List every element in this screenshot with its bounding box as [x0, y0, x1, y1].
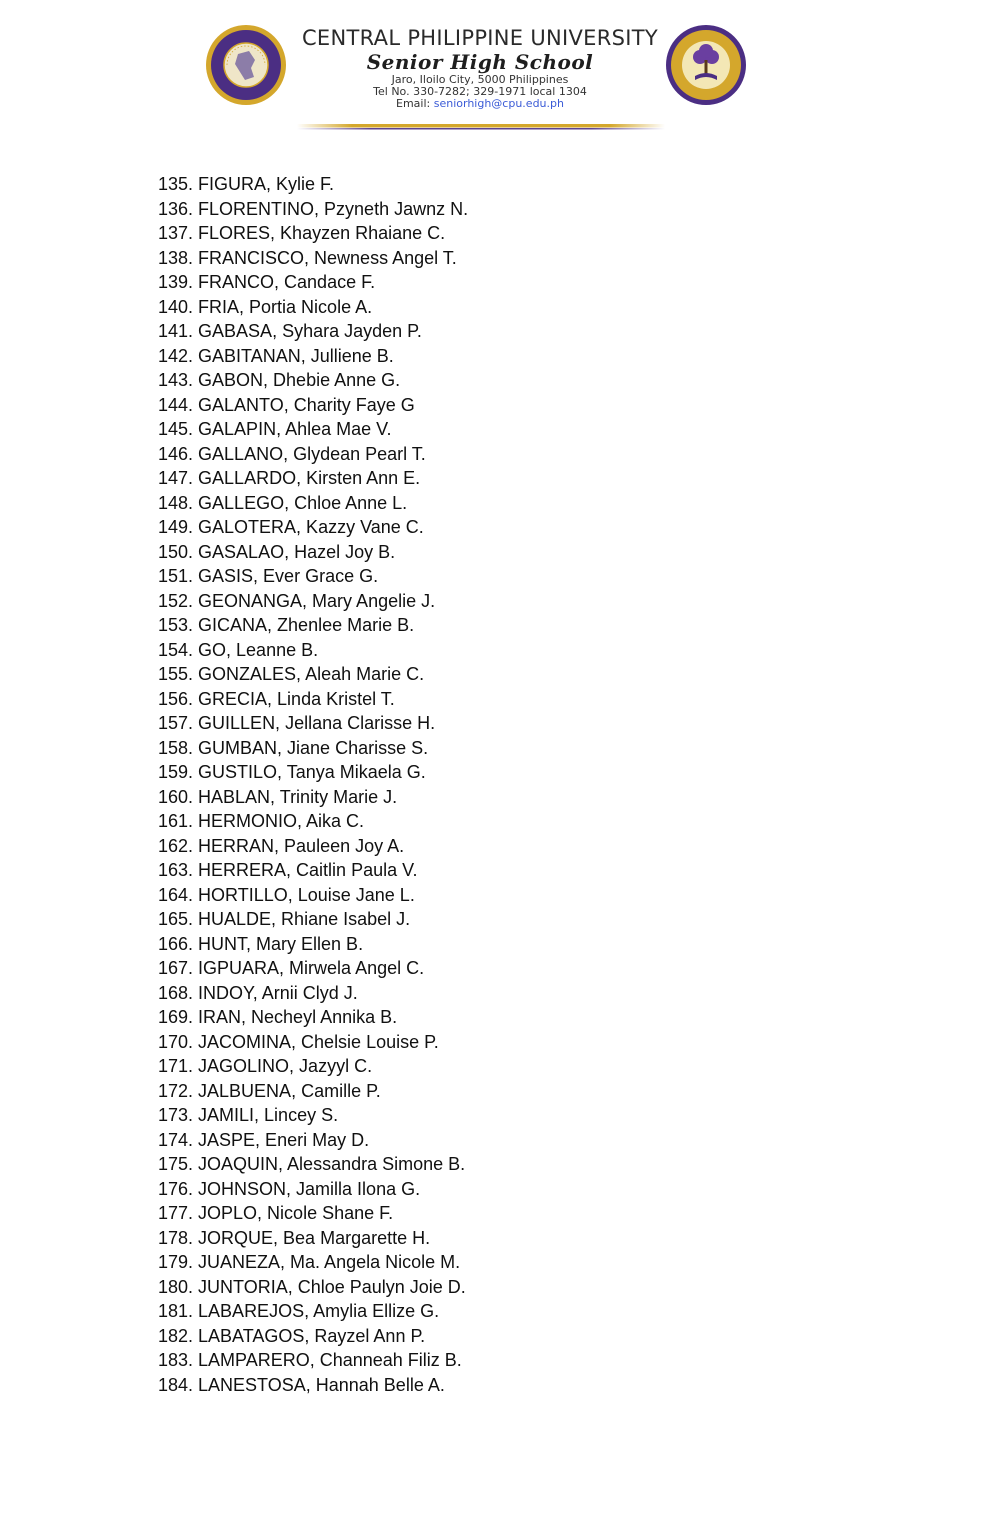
list-item: 183. LAMPARERO, Channeah Filiz B. [158, 1350, 462, 1370]
list-item: 161. HERMONIO, Aika C. [158, 811, 365, 831]
list-item: 142. GABITANAN, Julliene B. [158, 345, 394, 366]
list-item: 148. GALLEGO, Chloe Anne L. [158, 492, 408, 513]
list-item: 139. FRANCO, Candace F. [158, 272, 376, 292]
email-label: Email: [396, 97, 431, 110]
list-item: 168. INDOY, Arnii Clyd J. [158, 982, 358, 1003]
list-item: 160. HABLAN, Trinity Marie J. [158, 786, 398, 807]
list-item: 153. GICANA, Zhenlee Marie B. [158, 615, 415, 635]
list-item: 182. LABATAGOS, Rayzel Ann P. [158, 1325, 426, 1346]
list-item: 151. GASIS, Ever Grace G. [158, 566, 379, 586]
list-item: 164. HORTILLO, Louise Jane L. [158, 884, 415, 905]
list-item: 159. GUSTILO, Tanya Mikaela G. [158, 762, 426, 782]
list-item: 147. GALLARDO, Kirsten Ann E. [158, 468, 421, 488]
list-item: 155. GONZALES, Aleah Marie C. [158, 664, 425, 684]
cpu-seal-icon [205, 24, 287, 106]
list-item: 167. IGPUARA, Mirwela Angel C. [158, 958, 425, 978]
list-item: 172. JALBUENA, Camille P. [158, 1080, 381, 1101]
shs-seal-icon [665, 24, 747, 106]
phone-number: Tel No. 330-7282; 329-1971 local 1304 [373, 85, 587, 98]
list-item: 157. GUILLEN, Jellana Clarisse H. [158, 713, 436, 733]
student-name-list [158, 172, 468, 1397]
list-item: 136. FLORENTINO, Pzyneth Jawnz N. [158, 198, 469, 219]
list-item: 180. JUNTORIA, Chloe Paulyn Joie D. [158, 1276, 466, 1297]
email-line [290, 98, 670, 110]
list-item: 173. JAMILI, Lincey S. [158, 1105, 339, 1125]
list-item: 169. IRAN, Necheyl Annika B. [158, 1007, 398, 1027]
school-identity [290, 26, 670, 110]
list-item: 177. JOPLO, Nicole Shane F. [158, 1203, 394, 1223]
header-divider [297, 124, 665, 130]
list-item: 181. LABAREJOS, Amylia Ellize G. [158, 1301, 440, 1321]
list-item: 145. GALAPIN, Ahlea Mae V. [158, 419, 392, 439]
list-item: 138. FRANCISCO, Newness Angel T. [158, 247, 457, 268]
email-address[interactable]: seniorhigh@cpu.edu.ph [433, 97, 564, 110]
list-item: 179. JUANEZA, Ma. Angela Nicole M. [158, 1252, 461, 1272]
list-item: 144. GALANTO, Charity Faye G [158, 394, 415, 415]
list-item: 184. LANESTOSA, Hannah Belle A. [158, 1374, 445, 1395]
university-name: CENTRAL PHILIPPINE UNIVERSITY [301, 26, 659, 50]
list-item: 152. GEONANGA, Mary Angelie J. [158, 590, 436, 611]
list-item: 150. GASALAO, Hazel Joy B. [158, 541, 396, 562]
list-item: 171. JAGOLINO, Jazyyl C. [158, 1056, 373, 1076]
list-item: 174. JASPE, Eneri May D. [158, 1129, 370, 1150]
list-item: 170. JACOMINA, Chelsie Louise P. [158, 1031, 439, 1052]
list-item: 146. GALLANO, Glydean Pearl T. [158, 443, 426, 464]
address: Jaro, Iloilo City, 5000 Philippines [391, 73, 569, 86]
list-item: 143. GABON, Dhebie Anne G. [158, 370, 401, 390]
list-item: 165. HUALDE, Rhiane Isabel J. [158, 909, 411, 929]
list-item: 163. HERRERA, Caitlin Paula V. [158, 860, 418, 880]
list-item: 166. HUNT, Mary Ellen B. [158, 933, 364, 954]
list-item: 158. GUMBAN, Jiane Charisse S. [158, 737, 429, 758]
list-item: 176. JOHNSON, Jamilla Ilona G. [158, 1178, 421, 1199]
list-item: 156. GRECIA, Linda Kristel T. [158, 688, 395, 709]
list-item: 137. FLORES, Khayzen Rhaiane C. [158, 223, 446, 243]
list-item: 141. GABASA, Syhara Jayden P. [158, 321, 422, 341]
letterhead [0, 0, 1000, 140]
list-item: 135. FIGURA, Kylie F. [158, 174, 335, 194]
list-item: 162. HERRAN, Pauleen Joy A. [158, 835, 405, 856]
list-item: 178. JORQUE, Bea Margarette H. [158, 1227, 431, 1248]
list-item: 154. GO, Leanne B. [158, 639, 319, 660]
list-item: 149. GALOTERA, Kazzy Vane C. [158, 517, 424, 537]
school-name: Senior High School [366, 50, 594, 74]
list-item: 140. FRIA, Portia Nicole A. [158, 296, 373, 317]
list-item: 175. JOAQUIN, Alessandra Simone B. [158, 1154, 466, 1174]
